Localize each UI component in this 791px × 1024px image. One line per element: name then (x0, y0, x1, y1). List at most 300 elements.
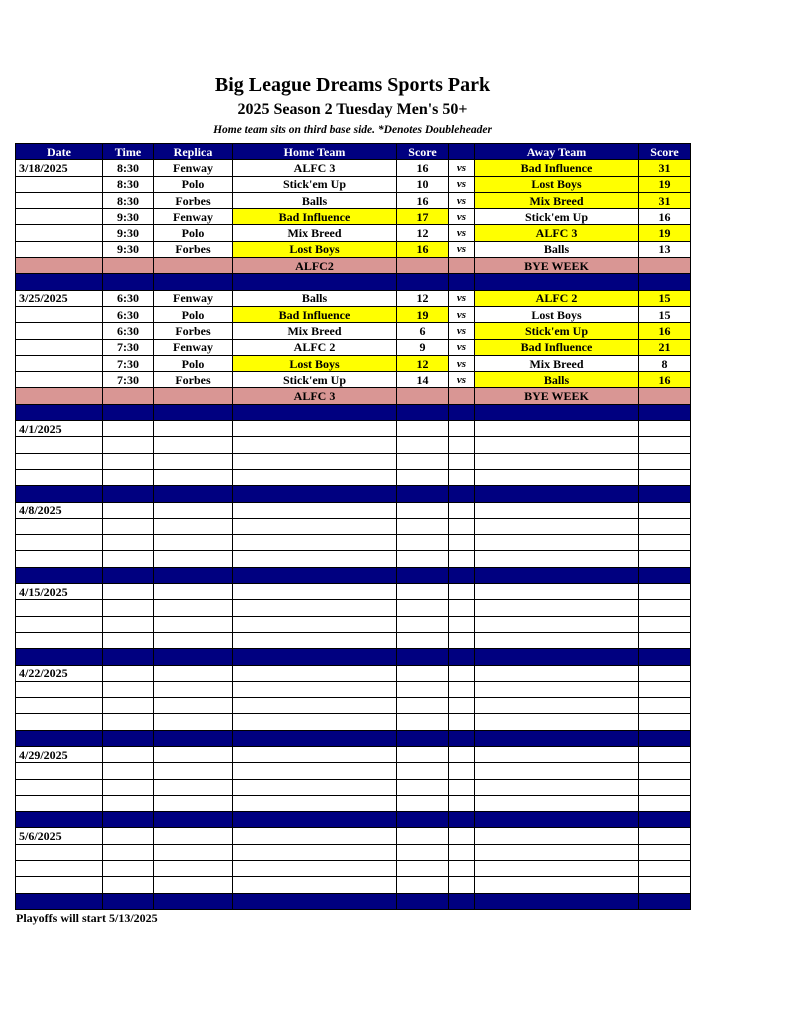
replica-cell (154, 600, 233, 616)
separator-cell (154, 486, 233, 502)
home-score-cell (397, 421, 449, 437)
replica-cell (154, 502, 233, 518)
separator-cell (397, 404, 449, 420)
home-score-cell: 19 (397, 306, 449, 322)
separator-cell (449, 649, 475, 665)
replica-cell: Forbes (154, 192, 233, 208)
vs-cell (449, 388, 475, 404)
home-team-cell (233, 616, 397, 632)
week-separator-row (16, 274, 691, 290)
vs-cell: vs (449, 241, 475, 257)
replica-cell (154, 828, 233, 844)
week-separator-row (16, 812, 691, 828)
separator-cell (154, 404, 233, 420)
away-team-cell (475, 535, 639, 551)
vs-cell (449, 258, 475, 274)
separator-cell (16, 893, 103, 909)
time-cell: 8:30 (103, 176, 154, 192)
game-row (16, 551, 691, 567)
col-header-away-team: Away Team (475, 144, 639, 160)
time-cell: 9:30 (103, 225, 154, 241)
away-team-cell: BYE WEEK (475, 258, 639, 274)
game-row (16, 502, 691, 518)
time-cell (103, 258, 154, 274)
game-row (16, 698, 691, 714)
separator-cell (397, 649, 449, 665)
replica-cell (154, 258, 233, 274)
away-team-cell (475, 551, 639, 567)
vs-cell (449, 469, 475, 485)
separator-cell (103, 404, 154, 420)
home-score-cell: 16 (397, 241, 449, 257)
away-score-cell (639, 469, 691, 485)
time-cell (103, 828, 154, 844)
home-score-cell (397, 535, 449, 551)
separator-cell (449, 893, 475, 909)
vs-cell: vs (449, 323, 475, 339)
separator-cell (103, 893, 154, 909)
away-score-cell (639, 844, 691, 860)
separator-cell (16, 567, 103, 583)
away-team-cell (475, 502, 639, 518)
game-row (16, 535, 691, 551)
replica-cell: Polo (154, 355, 233, 371)
away-team-cell (475, 600, 639, 616)
away-team-cell (475, 844, 639, 860)
separator-cell (16, 649, 103, 665)
week-separator-row (16, 404, 691, 420)
date-cell (16, 779, 103, 795)
separator-cell (475, 649, 639, 665)
time-cell (103, 877, 154, 893)
away-team-cell (475, 632, 639, 648)
home-score-cell: 16 (397, 192, 449, 208)
replica-cell: Fenway (154, 339, 233, 355)
separator-cell (154, 649, 233, 665)
game-row (16, 632, 691, 648)
home-team-cell: Lost Boys (233, 355, 397, 371)
home-team-cell (233, 795, 397, 811)
playoffs-note: Playoffs will start 5/13/2025 (16, 911, 158, 925)
away-team-cell: Balls (475, 372, 639, 388)
away-team-cell (475, 665, 639, 681)
date-cell (16, 192, 103, 208)
vs-cell (449, 616, 475, 632)
replica-cell (154, 746, 233, 762)
separator-cell (639, 730, 691, 746)
away-team-cell: Lost Boys (475, 176, 639, 192)
away-score-cell (639, 763, 691, 779)
replica-cell: Forbes (154, 323, 233, 339)
home-score-cell (397, 877, 449, 893)
date-cell: 5/6/2025 (16, 828, 103, 844)
home-team-cell (233, 877, 397, 893)
header-row (16, 144, 691, 160)
away-team-cell (475, 877, 639, 893)
date-cell (16, 518, 103, 534)
separator-cell (639, 893, 691, 909)
date-cell (16, 600, 103, 616)
date-cell (16, 339, 103, 355)
away-score-cell (639, 828, 691, 844)
time-cell (103, 388, 154, 404)
away-score-cell: 15 (639, 290, 691, 306)
date-cell (16, 437, 103, 453)
vs-cell (449, 681, 475, 697)
home-score-cell (397, 665, 449, 681)
date-cell (16, 535, 103, 551)
game-row (16, 714, 691, 730)
replica-cell (154, 453, 233, 469)
away-score-cell (639, 258, 691, 274)
separator-cell (449, 812, 475, 828)
vs-cell (449, 746, 475, 762)
home-team-cell: ALFC 3 (233, 160, 397, 176)
schedule-table (15, 143, 691, 910)
separator-cell (16, 812, 103, 828)
home-score-cell (397, 844, 449, 860)
game-row (16, 225, 691, 241)
replica-cell (154, 551, 233, 567)
vs-cell (449, 795, 475, 811)
home-score-cell (397, 453, 449, 469)
vs-cell (449, 584, 475, 600)
vs-cell (449, 698, 475, 714)
away-score-cell: 16 (639, 323, 691, 339)
separator-cell (639, 649, 691, 665)
replica-cell (154, 388, 233, 404)
away-score-cell: 31 (639, 192, 691, 208)
away-team-cell: Bad Influence (475, 160, 639, 176)
game-row (16, 861, 691, 877)
away-score-cell (639, 551, 691, 567)
separator-cell (397, 567, 449, 583)
home-score-cell (397, 616, 449, 632)
date-cell (16, 388, 103, 404)
game-row (16, 241, 691, 257)
away-team-cell (475, 453, 639, 469)
home-score-cell (397, 861, 449, 877)
away-score-cell: 16 (639, 209, 691, 225)
game-row (16, 209, 691, 225)
separator-cell (475, 893, 639, 909)
date-cell: 3/18/2025 (16, 160, 103, 176)
replica-cell (154, 665, 233, 681)
game-row (16, 844, 691, 860)
schedule-note: Home team sits on third base side. *Denotes Doubleheader (213, 124, 492, 136)
separator-cell (233, 812, 397, 828)
away-team-cell: Stick'em Up (475, 209, 639, 225)
replica-cell (154, 421, 233, 437)
separator-cell (103, 649, 154, 665)
separator-cell (449, 274, 475, 290)
away-score-cell: 31 (639, 160, 691, 176)
time-cell: 6:30 (103, 323, 154, 339)
home-team-cell: Lost Boys (233, 241, 397, 257)
home-team-cell (233, 551, 397, 567)
vs-cell: vs (449, 160, 475, 176)
away-score-cell (639, 795, 691, 811)
home-score-cell: 9 (397, 339, 449, 355)
away-team-cell (475, 828, 639, 844)
bye-week-row (16, 388, 691, 404)
time-cell: 7:30 (103, 339, 154, 355)
time-cell (103, 861, 154, 877)
home-score-cell (397, 714, 449, 730)
away-team-cell: Stick'em Up (475, 323, 639, 339)
replica-cell: Fenway (154, 209, 233, 225)
separator-cell (233, 730, 397, 746)
date-cell (16, 225, 103, 241)
game-row (16, 355, 691, 371)
home-team-cell: Stick'em Up (233, 372, 397, 388)
separator-cell (475, 404, 639, 420)
replica-cell (154, 518, 233, 534)
away-score-cell (639, 632, 691, 648)
away-score-cell (639, 437, 691, 453)
game-row (16, 306, 691, 322)
vs-cell (449, 502, 475, 518)
home-score-cell (397, 600, 449, 616)
home-team-cell: ALFC 3 (233, 388, 397, 404)
date-cell (16, 372, 103, 388)
game-row (16, 339, 691, 355)
bye-week-row (16, 258, 691, 274)
week-separator-row (16, 486, 691, 502)
replica-cell (154, 861, 233, 877)
time-cell (103, 535, 154, 551)
away-team-cell: Mix Breed (475, 355, 639, 371)
col-header-vs (449, 144, 475, 160)
vs-cell (449, 551, 475, 567)
home-team-cell (233, 714, 397, 730)
col-header-away-score: Score (639, 144, 691, 160)
home-team-cell (233, 421, 397, 437)
replica-cell (154, 844, 233, 860)
time-cell: 6:30 (103, 306, 154, 322)
week-separator-row (16, 649, 691, 665)
away-score-cell: 19 (639, 176, 691, 192)
separator-cell (449, 486, 475, 502)
replica-cell (154, 584, 233, 600)
home-score-cell (397, 746, 449, 762)
away-score-cell (639, 746, 691, 762)
separator-cell (154, 567, 233, 583)
away-score-cell (639, 616, 691, 632)
home-team-cell (233, 779, 397, 795)
home-score-cell: 10 (397, 176, 449, 192)
away-team-cell (475, 469, 639, 485)
home-team-cell: Bad Influence (233, 306, 397, 322)
replica-cell: Polo (154, 176, 233, 192)
vs-cell (449, 535, 475, 551)
date-cell: 4/15/2025 (16, 584, 103, 600)
home-score-cell (397, 681, 449, 697)
away-team-cell (475, 746, 639, 762)
home-score-cell (397, 258, 449, 274)
date-cell (16, 469, 103, 485)
date-cell (16, 453, 103, 469)
game-row (16, 584, 691, 600)
week-separator-row (16, 730, 691, 746)
date-cell: 4/8/2025 (16, 502, 103, 518)
col-header-date: Date (16, 144, 103, 160)
time-cell (103, 551, 154, 567)
separator-cell (16, 404, 103, 420)
date-cell: 3/25/2025 (16, 290, 103, 306)
separator-cell (397, 812, 449, 828)
home-score-cell (397, 763, 449, 779)
date-cell: 4/29/2025 (16, 746, 103, 762)
separator-cell (233, 893, 397, 909)
home-team-cell: Stick'em Up (233, 176, 397, 192)
vs-cell (449, 763, 475, 779)
replica-cell: Forbes (154, 241, 233, 257)
date-cell (16, 176, 103, 192)
replica-cell (154, 714, 233, 730)
vs-cell: vs (449, 209, 475, 225)
home-team-cell (233, 469, 397, 485)
separator-cell (16, 730, 103, 746)
date-cell (16, 763, 103, 779)
replica-cell (154, 437, 233, 453)
vs-cell (449, 828, 475, 844)
date-cell (16, 323, 103, 339)
time-cell: 7:30 (103, 372, 154, 388)
time-cell (103, 584, 154, 600)
separator-cell (154, 274, 233, 290)
home-score-cell (397, 502, 449, 518)
separator-cell (233, 486, 397, 502)
replica-cell (154, 632, 233, 648)
date-cell (16, 551, 103, 567)
away-team-cell: ALFC 2 (475, 290, 639, 306)
time-cell: 9:30 (103, 241, 154, 257)
time-cell (103, 698, 154, 714)
away-team-cell (475, 437, 639, 453)
replica-cell: Polo (154, 225, 233, 241)
replica-cell (154, 698, 233, 714)
home-score-cell: 6 (397, 323, 449, 339)
away-team-cell: Balls (475, 241, 639, 257)
col-header-replica: Replica (154, 144, 233, 160)
vs-cell: vs (449, 290, 475, 306)
away-team-cell (475, 698, 639, 714)
home-score-cell (397, 632, 449, 648)
time-cell (103, 665, 154, 681)
season-subtitle: 2025 Season 2 Tuesday Men's 50+ (237, 101, 468, 118)
home-score-cell: 16 (397, 160, 449, 176)
date-cell (16, 714, 103, 730)
vs-cell: vs (449, 176, 475, 192)
home-team-cell (233, 453, 397, 469)
home-team-cell: Balls (233, 192, 397, 208)
separator-cell (154, 812, 233, 828)
away-team-cell (475, 795, 639, 811)
home-team-cell (233, 502, 397, 518)
game-row (16, 421, 691, 437)
separator-cell (103, 274, 154, 290)
time-cell (103, 502, 154, 518)
away-score-cell (639, 453, 691, 469)
separator-cell (233, 404, 397, 420)
home-team-cell (233, 681, 397, 697)
replica-cell (154, 779, 233, 795)
away-team-cell (475, 779, 639, 795)
date-cell (16, 698, 103, 714)
home-score-cell (397, 551, 449, 567)
away-score-cell (639, 681, 691, 697)
away-score-cell (639, 535, 691, 551)
home-score-cell (397, 469, 449, 485)
date-cell (16, 241, 103, 257)
separator-cell (449, 404, 475, 420)
vs-cell (449, 861, 475, 877)
away-score-cell: 8 (639, 355, 691, 371)
replica-cell: Polo (154, 306, 233, 322)
away-team-cell (475, 763, 639, 779)
date-cell (16, 209, 103, 225)
vs-cell: vs (449, 192, 475, 208)
vs-cell (449, 518, 475, 534)
away-score-cell (639, 518, 691, 534)
separator-cell (449, 567, 475, 583)
home-score-cell: 14 (397, 372, 449, 388)
vs-cell: vs (449, 339, 475, 355)
replica-cell (154, 616, 233, 632)
time-cell: 8:30 (103, 192, 154, 208)
separator-cell (475, 730, 639, 746)
away-score-cell (639, 779, 691, 795)
replica-cell (154, 469, 233, 485)
home-team-cell (233, 584, 397, 600)
time-cell (103, 421, 154, 437)
separator-cell (103, 812, 154, 828)
date-cell (16, 306, 103, 322)
away-score-cell: 15 (639, 306, 691, 322)
vs-cell: vs (449, 225, 475, 241)
time-cell (103, 469, 154, 485)
replica-cell (154, 763, 233, 779)
separator-cell (397, 274, 449, 290)
time-cell (103, 600, 154, 616)
replica-cell (154, 877, 233, 893)
home-team-cell (233, 518, 397, 534)
game-row (16, 323, 691, 339)
game-row (16, 779, 691, 795)
vs-cell (449, 714, 475, 730)
date-cell (16, 795, 103, 811)
time-cell: 8:30 (103, 160, 154, 176)
away-score-cell (639, 502, 691, 518)
date-cell (16, 632, 103, 648)
replica-cell (154, 681, 233, 697)
vs-cell (449, 779, 475, 795)
away-score-cell (639, 698, 691, 714)
away-score-cell: 21 (639, 339, 691, 355)
separator-cell (639, 567, 691, 583)
vs-cell (449, 453, 475, 469)
home-team-cell (233, 828, 397, 844)
separator-cell (449, 730, 475, 746)
away-score-cell (639, 584, 691, 600)
away-score-cell (639, 600, 691, 616)
vs-cell (449, 421, 475, 437)
date-cell (16, 681, 103, 697)
home-score-cell (397, 518, 449, 534)
away-team-cell (475, 518, 639, 534)
page-title: Big League Dreams Sports Park (214, 74, 491, 96)
